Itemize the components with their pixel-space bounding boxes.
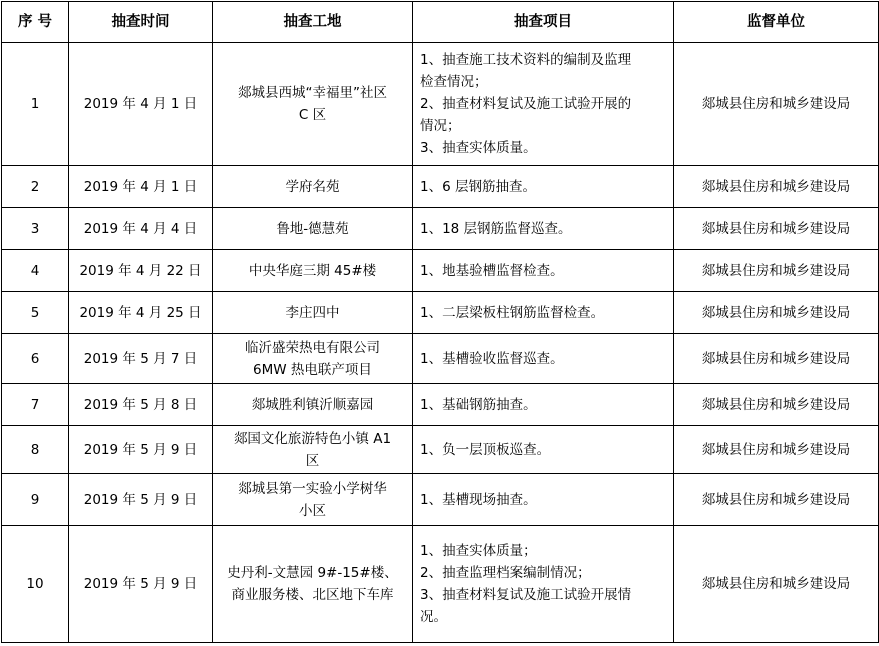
item-line: 1、6 层钢筋抽查。	[420, 178, 536, 195]
cell-unit: 郯城县住房和城乡建设局	[674, 474, 879, 526]
cell-date: 2019 年 4 月 22 日	[69, 250, 213, 292]
header-no: 序 号	[2, 2, 69, 43]
site-line: 商业服务楼、北区地下车库	[231, 587, 394, 603]
header-date: 抽查时间	[69, 2, 213, 43]
cell-no: 6	[2, 334, 69, 384]
cell-items	[413, 384, 674, 426]
table-row	[2, 292, 879, 334]
site-line: 郯城县第一实验小学树华	[238, 480, 387, 497]
item-line: 1、抽查施工技术资料的编制及监理	[420, 52, 632, 68]
cell-unit: 郯城县住房和城乡建设局	[674, 292, 879, 334]
cell-no: 4	[2, 250, 69, 292]
item-line: 情况；	[420, 118, 461, 134]
site-line: 6MW 热电联产项目	[253, 361, 372, 378]
cell-no: 5	[2, 292, 69, 334]
site-line: 史丹利-文慧园 9#-15#楼、	[227, 565, 398, 581]
item-line: 1、二层梁板柱钢筋监督检查。	[420, 304, 605, 321]
cell-date: 2019 年 4 月 1 日	[69, 43, 213, 166]
site-line: 临沂盛荣热电有限公司	[245, 339, 380, 356]
cell-site	[213, 334, 413, 384]
item-line: 1、抽查实体质量；	[420, 543, 537, 559]
site-line: 鲁地-德慧苑	[276, 220, 349, 237]
cell-unit: 郯城县住房和城乡建设局	[674, 250, 879, 292]
item-line: 2、抽查材料复试及施工试验开展的	[420, 96, 632, 112]
site-line: 郯城县西城“幸福里”社区	[238, 85, 387, 101]
cell-date: 2019 年 5 月 7 日	[69, 334, 213, 384]
cell-site	[213, 474, 413, 526]
cell-items	[413, 43, 674, 166]
cell-unit: 郯城县住房和城乡建设局	[674, 334, 879, 384]
cell-date: 2019 年 5 月 9 日	[69, 474, 213, 526]
header-items: 抽查项目	[413, 2, 674, 43]
cell-unit: 郯城县住房和城乡建设局	[674, 43, 879, 166]
cell-no: 1	[2, 43, 69, 166]
site-line: 郯国文化旅游特色小镇 A1	[233, 430, 392, 447]
table-row	[2, 474, 879, 526]
site-line: C 区	[298, 107, 327, 123]
cell-unit: 郯城县住房和城乡建设局	[674, 526, 879, 643]
cell-unit: 郯城县住房和城乡建设局	[674, 384, 879, 426]
cell-date: 2019 年 5 月 9 日	[69, 426, 213, 474]
cell-site	[213, 384, 413, 426]
item-line: 3、抽查材料复试及施工试验开展情	[420, 587, 632, 603]
cell-date: 2019 年 4 月 1 日	[69, 166, 213, 208]
site-line: 小区	[299, 502, 326, 519]
cell-items	[413, 474, 674, 526]
site-line: 郯城胜利镇沂顺嘉园	[251, 396, 374, 413]
cell-date: 2019 年 5 月 8 日	[69, 384, 213, 426]
cell-site	[213, 292, 413, 334]
cell-no: 3	[2, 208, 69, 250]
item-line: 1、基槽现场抽查。	[420, 491, 537, 508]
header-row	[2, 2, 879, 43]
cell-items	[413, 292, 674, 334]
table-row	[2, 334, 879, 384]
cell-site	[213, 166, 413, 208]
table-row	[2, 208, 879, 250]
cell-site	[213, 426, 413, 474]
item-line: 1、基槽验收监督巡查。	[420, 350, 564, 367]
item-line: 1、基础钢筋抽查。	[420, 396, 537, 413]
cell-unit: 郯城县住房和城乡建设局	[674, 208, 879, 250]
table-row	[2, 526, 879, 643]
inspection-table	[1, 1, 879, 643]
cell-items	[413, 426, 674, 474]
site-line: 学府名苑	[285, 178, 340, 195]
cell-site	[213, 250, 413, 292]
item-line: 检查情况；	[420, 74, 488, 90]
header-unit: 监督单位	[674, 2, 879, 43]
cell-items	[413, 250, 674, 292]
cell-no: 7	[2, 384, 69, 426]
cell-items	[413, 526, 674, 643]
cell-date: 2019 年 5 月 9 日	[69, 526, 213, 643]
cell-no: 8	[2, 426, 69, 474]
cell-no: 2	[2, 166, 69, 208]
cell-items	[413, 334, 674, 384]
cell-no: 10	[2, 526, 69, 643]
site-line: 中央华庭三期 45#楼	[248, 262, 377, 279]
item-line: 况。	[420, 609, 447, 625]
site-line: 李庄四中	[285, 304, 340, 321]
table-row	[2, 384, 879, 426]
cell-date: 2019 年 4 月 25 日	[69, 292, 213, 334]
cell-date: 2019 年 4 月 4 日	[69, 208, 213, 250]
table-row	[2, 250, 879, 292]
table-row	[2, 43, 879, 166]
item-line: 2、抽查监理档案编制情况；	[420, 565, 591, 581]
table-row	[2, 166, 879, 208]
header-site: 抽查工地	[213, 2, 413, 43]
cell-items	[413, 208, 674, 250]
item-line: 1、18 层钢筋监督巡查。	[420, 220, 572, 237]
site-line: 区	[305, 452, 320, 469]
cell-no: 9	[2, 474, 69, 526]
cell-site	[213, 526, 413, 643]
item-line: 3、抽查实体质量。	[420, 140, 537, 156]
cell-unit: 郯城县住房和城乡建设局	[674, 426, 879, 474]
cell-site	[213, 208, 413, 250]
cell-items	[413, 166, 674, 208]
cell-site	[213, 43, 413, 166]
item-line: 1、地基验槽监督检查。	[420, 262, 564, 279]
cell-unit: 郯城县住房和城乡建设局	[674, 166, 879, 208]
table-row	[2, 426, 879, 474]
item-line: 1、负一层顶板巡查。	[420, 441, 551, 458]
